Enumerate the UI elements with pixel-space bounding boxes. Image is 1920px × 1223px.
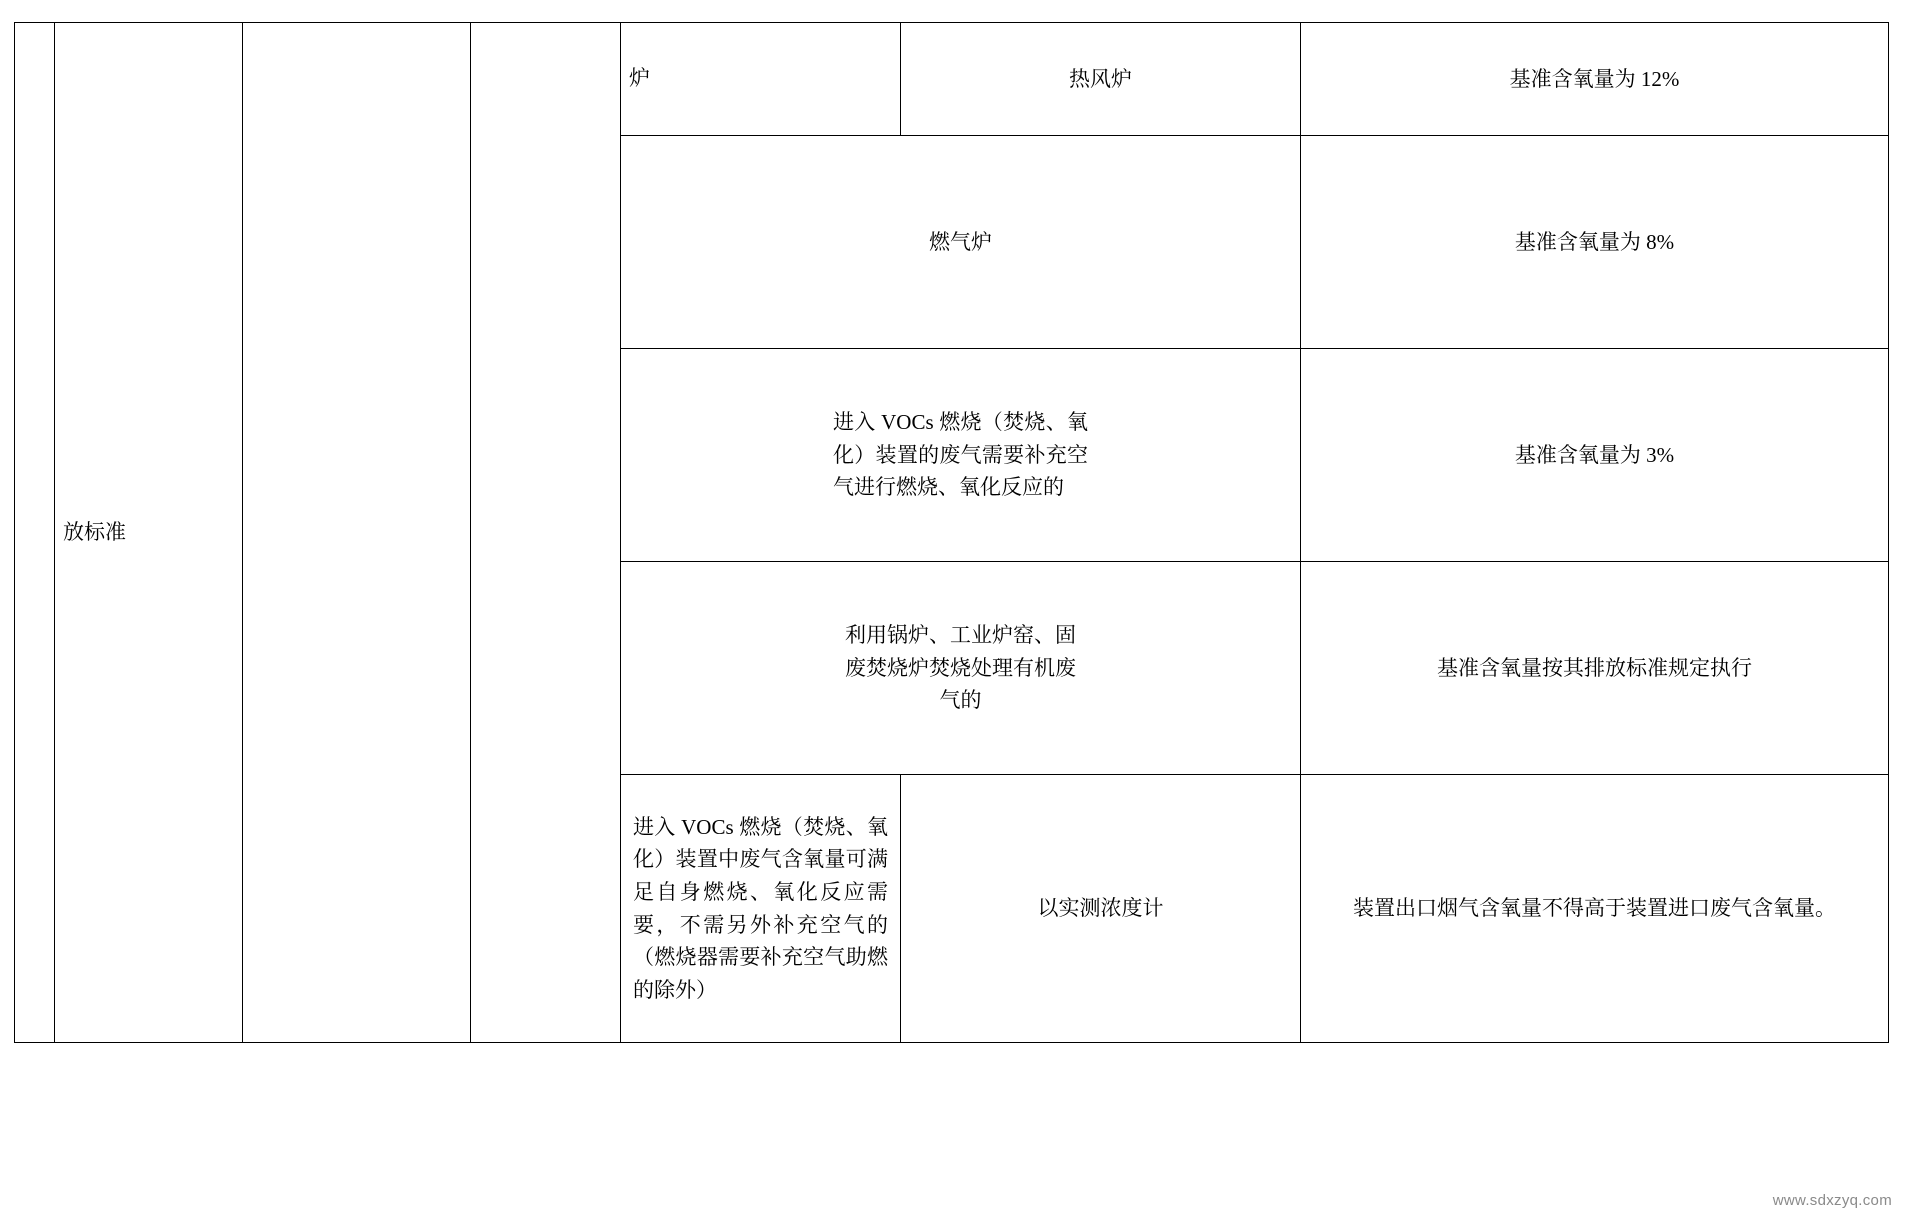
cell-item-hot-blast-stove: 热风炉 [901, 23, 1301, 136]
cell-value-boiler-kiln: 基准含氧量按其排放标准规定执行 [1301, 562, 1889, 775]
cell-item-boiler-kiln [621, 562, 1301, 775]
cell-value-measured-concentration: 以实测浓度计 [901, 775, 1301, 1043]
cell-value-vocs-needs-air: 基准含氧量为 3% [1301, 349, 1889, 562]
cell-item-vocs-self-sustaining [621, 775, 901, 1043]
standards-table [14, 22, 1889, 1043]
table-row [15, 23, 1889, 136]
cell-item-boiler-kiln-text: 利用锅炉、工业炉窑、固废焚烧炉焚烧处理有机废气的 [845, 623, 1076, 713]
watermark-url: www.sdxzyq.com [1772, 1192, 1892, 1209]
cell-item-gas-furnace: 燃气炉 [621, 136, 1301, 349]
cell-row-label: 放标准 [55, 23, 243, 1043]
cell-value-gas-furnace: 基准含氧量为 8% [1301, 136, 1889, 349]
cell-value-outlet-oxygen-limit: 装置出口烟气含氧量不得高于装置进口废气含氧量。 [1301, 775, 1889, 1043]
cell-item-vocs-needs-air [621, 349, 1301, 562]
cell-furnace-tag: 炉 [621, 23, 901, 136]
cell-spacer-col3 [243, 23, 471, 1043]
cell-item-vocs-needs-air-text: 进入 VOCs 燃烧（焚烧、氧化）装置的废气需要补充空气进行燃烧、氧化反应的 [833, 410, 1088, 500]
cell-spacer-col4 [471, 23, 621, 1043]
cell-value-hot-blast-stove: 基准含氧量为 12% [1301, 23, 1889, 136]
cell-spacer-col1 [15, 23, 55, 1043]
cell-item-vocs-self-sustaining-text: 进入 VOCs 燃烧（焚烧、氧化）装置中废气含氧量可满足自身燃烧、氧化反应需要，不需另外补充空气的（燃烧器需要补充空气助燃的除外） [633, 814, 888, 1002]
